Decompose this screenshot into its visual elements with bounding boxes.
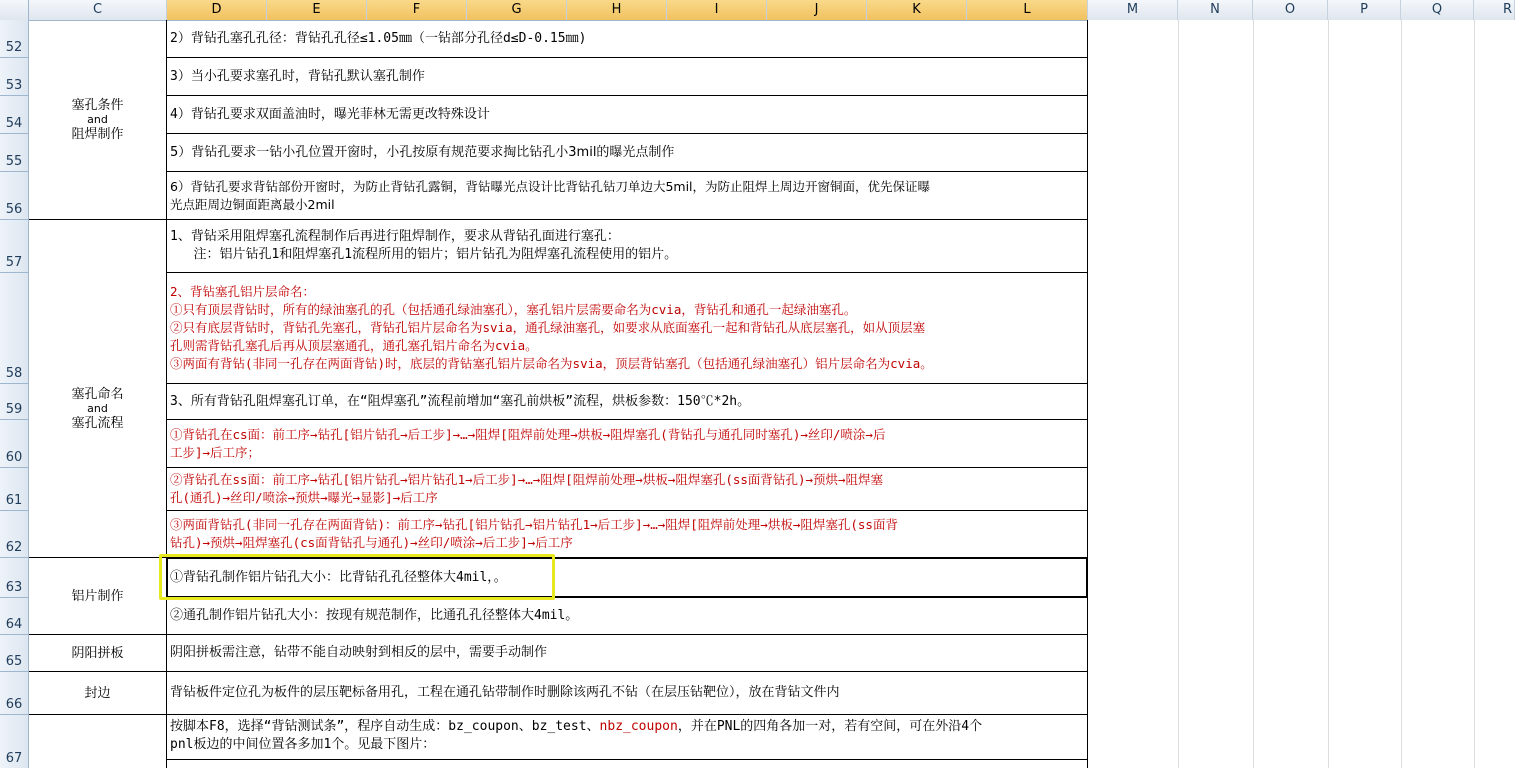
cell-yinyang-panel[interactable] — [29, 635, 167, 672]
row-header[interactable]: 62 — [0, 511, 29, 558]
cell-text: 孔则需背钻孔塞孔后再从顶层塞通孔，通孔塞孔铝片命名为cvia。 — [170, 338, 538, 353]
row-header[interactable]: 66 — [0, 672, 29, 715]
cell-text: ①只有顶层背钻时，所有的绿油塞孔的孔（包括通孔绿油塞孔），塞孔铝片层需要命名为cvia，背钻孔和通孔一起绿油塞孔。 — [170, 302, 857, 317]
col-header-c[interactable]: C — [29, 0, 167, 20]
cell-text: 2、背钻塞孔铝片层命名： — [170, 284, 316, 299]
gridline — [1253, 20, 1254, 768]
column-header-bar — [0, 0, 1515, 21]
gridline — [1474, 20, 1475, 768]
col-header-l[interactable]: L — [967, 0, 1088, 20]
merged-cell-plug-naming[interactable] — [29, 220, 167, 558]
row-header[interactable]: 61 — [0, 468, 29, 511]
gridline — [1178, 20, 1179, 768]
select-all-corner[interactable] — [0, 0, 29, 20]
cell-row-55[interactable] — [167, 134, 1088, 172]
row-header[interactable]: 54 — [0, 96, 29, 134]
col-header-h[interactable]: H — [567, 0, 667, 20]
cell-text: 钻孔)→预烘→阻焊塞孔(cs面背钻孔与通孔)→丝印/喷涂→后工步]→后工序 — [170, 535, 573, 550]
col-header-q[interactable]: Q — [1401, 0, 1474, 20]
row-header[interactable]: 53 — [0, 58, 29, 96]
cell-text: ①背钻孔制作铝片钻孔大小：比背钻孔孔径整体大4mil，。 — [170, 569, 507, 585]
group-label-line: 阻焊制作 — [71, 126, 124, 142]
cell-text: ③两面有背钻(非同一孔存在两面背钻)时，底层的背钻塞孔铝片层命名为svia，顶层背钻塞孔（包括通孔绿油塞孔）铝片层命名为cvia。 — [170, 356, 933, 371]
cell-row-52[interactable] — [167, 20, 1088, 58]
col-header-d[interactable]: D — [167, 0, 267, 20]
cell-text: ③两面背钻孔(非同一孔存在两面背钻)：前工序→钻孔[铝片钻孔→铝片钻孔1→后工步]→…→阻焊[阻焊前处理→烘板→阻焊塞孔(ss面背 — [170, 517, 898, 532]
row-header[interactable]: 65 — [0, 635, 29, 672]
cell-text: ②背钻孔在ss面：前工序→钻孔[铝片钻孔→铝片钻孔1→后工步]→…→阻焊[阻焊前处理→烘板→阻焊塞孔(ss面背钻孔)→预烘→阻焊塞 — [170, 472, 884, 487]
cell-text: 背钻板件定位孔为板件的层压靶标备用孔，工程在通孔钻带制作时删除该两孔不钻（在层压钻靶位），放在背钻文件内 — [170, 685, 840, 700]
col-header-m[interactable]: M — [1088, 0, 1178, 20]
cell-row-64[interactable] — [167, 598, 1088, 635]
cell-text: 阴阳拼板需注意，钻带不能自动映射到相反的层中，需要手动制作 — [170, 645, 548, 660]
highlight-annotation — [159, 554, 555, 600]
cell-row-67-continued[interactable] — [167, 760, 1088, 768]
cell-text: ②通孔制作铝片钻孔大小：按现有规范制作，比通孔孔径整体大4mil。 — [170, 608, 579, 623]
cell-text: 6）背钻孔要求背钻部份开窗时，为防止背钻孔露铜，背钻曝光点设计比背钻孔钻刀单边大5mil，为防止阻焊上周边开窗铜面，优先保证曝 — [170, 178, 931, 194]
cell-text: 4）背钻孔要求双面盖油时，曝光菲林无需更改特殊设计 — [170, 106, 490, 122]
group-label-line: and — [87, 112, 108, 126]
col-header-k[interactable]: K — [867, 0, 967, 20]
cell-text: 孔(通孔)→丝印/喷涂→预烘→曝光→显影]→后工序 — [170, 490, 438, 505]
col-header-p[interactable]: P — [1328, 0, 1401, 20]
col-header-e[interactable]: E — [267, 0, 367, 20]
cell-text: ，并在PNL的四角各加一对，若有空间，可在外沿4个 — [677, 719, 983, 734]
gridline — [1401, 20, 1402, 768]
row-header[interactable]: 55 — [0, 134, 29, 172]
row-header[interactable]: 52 — [0, 20, 29, 58]
cell-row-62[interactable] — [167, 511, 1088, 558]
cell-text: 1、背钻采用阻焊塞孔流程制作后再进行阻焊制作，要求从背钻孔面进行塞孔： — [170, 229, 620, 244]
group-label-line: and — [87, 401, 108, 415]
group-label: 阴阳拼板 — [71, 645, 124, 661]
cell-text-red: nbz_coupon — [599, 719, 678, 734]
cell-edge-seal[interactable] — [29, 672, 167, 715]
col-header-f[interactable]: F — [367, 0, 467, 20]
cell-text: 光点距周边铜面距离最小2mil — [170, 196, 335, 212]
merged-cell-plug-conditions[interactable] — [29, 20, 167, 220]
row-header[interactable]: 57 — [0, 220, 29, 273]
cell-row-53[interactable] — [167, 58, 1088, 96]
group-label-line: 塞孔命名 — [71, 386, 124, 402]
cell-text: 按脚本F8，选择“背钻测试条”，程序自动生成：bz_coupon、bz_test、 — [170, 719, 600, 734]
cell-text: 2）背钻孔塞孔孔径：背钻孔孔径≤1.05㎜（一钻部分孔径d≤D-0.15㎜) — [170, 30, 587, 46]
cell-text: 工步]→后工序； — [170, 444, 261, 460]
cell-empty[interactable] — [29, 715, 167, 768]
cell-row-54[interactable] — [167, 96, 1088, 134]
cell-row-61[interactable] — [167, 468, 1088, 511]
merged-cell-aluminum[interactable] — [29, 558, 167, 635]
row-header[interactable]: 67 — [0, 715, 29, 768]
cell-text: ①背钻孔在cs面：前工序→钻孔[铝片钻孔→后工步]→…→阻焊[阻焊前处理→烘板→阻焊塞孔(背钻孔与通孔同时塞孔)→丝印/喷涂→后 — [170, 426, 886, 442]
col-header-j[interactable]: J — [767, 0, 867, 20]
col-header-o[interactable]: O — [1253, 0, 1328, 20]
cell-text: 5）背钻孔要求一钻小孔位置开窗时，小孔按原有规范要求掏比钻孔小3mil的曝光点制作 — [170, 144, 675, 160]
cell-row-65[interactable] — [167, 635, 1088, 672]
col-header-g[interactable]: G — [467, 0, 567, 20]
row-header[interactable]: 59 — [0, 384, 29, 420]
gridline — [1328, 20, 1329, 768]
row-header[interactable]: 58 — [0, 273, 29, 384]
cell-text: 注：铝片钻孔1和阻焊塞孔1流程所用的铝片；铝片钻孔为阻焊塞孔流程使用的铝片。 — [170, 247, 678, 262]
cell-text: pnl板边的中间位置各多加1个。见最下图片： — [170, 737, 436, 752]
group-label: 封边 — [84, 685, 111, 701]
cell-text: 3）当小孔要求塞孔时，背钻孔默认塞孔制作 — [170, 68, 425, 84]
group-label-line: 塞孔流程 — [71, 415, 124, 431]
row-header[interactable]: 60 — [0, 420, 29, 468]
cell-text: 3、所有背钻孔阻焊塞孔订单，在“阻焊塞孔”流程前增加“塞孔前烘板”流程，烘板参数：150℃*2h。 — [170, 393, 751, 409]
col-header-n[interactable]: N — [1178, 0, 1253, 20]
cell-row-67[interactable] — [167, 715, 1088, 760]
cell-text-line — [170, 718, 1084, 736]
cell-row-66[interactable] — [167, 672, 1088, 715]
cell-row-56[interactable] — [167, 172, 1088, 220]
cell-text: ②只有底层背钻时，背钻孔先塞孔，背钻孔铝片层命名为svia，通孔绿油塞孔，如要求从底面塞孔一起和背钻孔从底层塞孔，如从顶层塞 — [170, 320, 926, 335]
cell-row-60[interactable] — [167, 420, 1088, 468]
col-header-r[interactable]: R — [1474, 0, 1515, 20]
group-label: 铝片制作 — [71, 588, 124, 604]
col-header-i[interactable]: I — [667, 0, 767, 20]
row-header[interactable]: 56 — [0, 172, 29, 220]
empty-grid-area[interactable] — [1087, 20, 1515, 768]
cell-row-57[interactable] — [167, 220, 1088, 273]
group-label-line: 塞孔条件 — [71, 97, 124, 113]
row-header[interactable]: 63 — [0, 558, 29, 598]
cell-row-59[interactable] — [167, 384, 1088, 420]
cell-row-58[interactable] — [167, 273, 1088, 384]
row-header[interactable]: 64 — [0, 598, 29, 635]
